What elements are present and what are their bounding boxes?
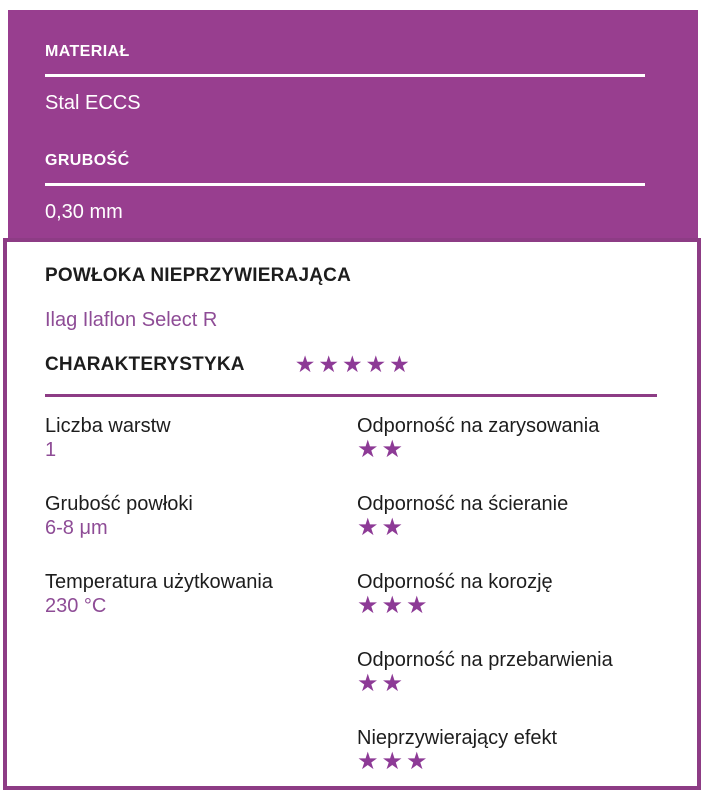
rating-stars-icon: ★★ [357,670,407,697]
rating-label: Odporność na korozję [357,571,553,593]
property-item [45,570,357,618]
rating-label: Odporność na ścieranie [357,493,569,515]
spec-columns [45,414,677,800]
header-field-label: MATERIAŁ [45,43,130,60]
coating-section-title: POWŁOKA NIEPRZYWIERAJĄCA [45,265,351,286]
property-label: Grubość powłoki [45,493,193,515]
characteristics-title: CHARAKTERYSTYKA [45,354,245,375]
header-field-value: Stal ECCS [45,92,141,114]
property-value: 1 [45,439,57,461]
coating-name: Ilag Ilaflon Select R [45,309,218,331]
header-field [45,42,653,115]
property-value: 6-8 μm [45,517,108,539]
rating-stars-icon: ★★★ [357,748,431,775]
rating-label: Nieprzywierający efekt [357,727,558,749]
section-divider [45,394,657,397]
header-field-value: 0,30 mm [45,201,123,223]
rating-stars-icon: ★★ [357,514,407,541]
property-item [45,492,357,540]
rating-label: Odporność na przebarwienia [357,649,613,671]
characteristics-star-rating-icon: ★★★★★ [294,351,413,377]
rating-item [357,570,677,618]
ratings-column [357,414,677,800]
characteristics-row [45,353,677,376]
rating-item [357,492,677,540]
material-header-panel [8,10,698,238]
header-field-underline [45,74,645,77]
properties-column [45,414,357,800]
header-field [45,151,653,224]
rating-label: Odporność na zarysowania [357,415,600,437]
product-spec-sheet [0,10,706,800]
property-value: 230 °C [45,595,107,617]
property-label: Liczba warstw [45,415,171,437]
rating-stars-icon: ★★ [357,436,407,463]
rating-item [357,726,677,774]
rating-item [357,414,677,462]
header-field-label: GRUBOŚĆ [45,152,130,169]
rating-item [357,648,677,696]
coating-card [3,238,701,790]
header-field-underline [45,183,645,186]
rating-stars-icon: ★★★ [357,592,431,619]
property-label: Temperatura użytkowania [45,571,273,593]
property-item [45,414,357,462]
header-fields [45,42,653,224]
